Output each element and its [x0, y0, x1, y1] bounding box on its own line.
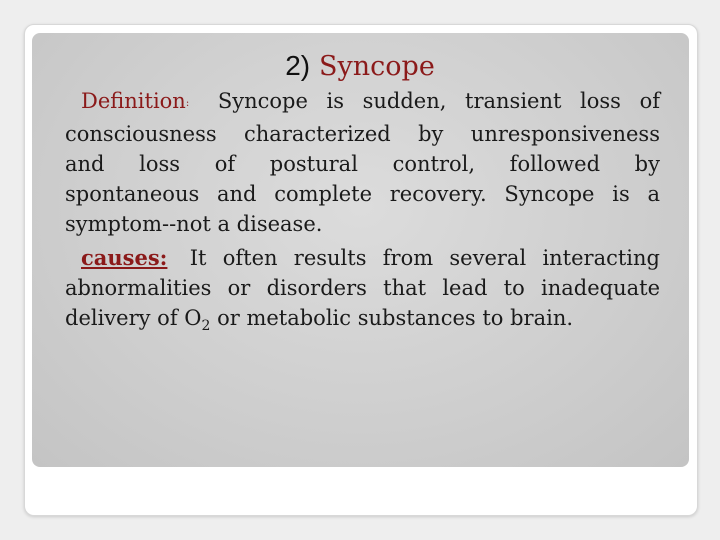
definition-line-1	[65, 86, 660, 119]
definition-text-1: Syncope is sudden, transient loss of	[217, 89, 660, 113]
body-text	[65, 86, 660, 341]
definition-line-5: symptom--not a disease.	[65, 212, 323, 236]
causes-term: causes:	[81, 245, 168, 270]
slide-title	[0, 48, 720, 85]
causes-line-1	[65, 243, 660, 273]
causes-text-1: It often results from several interacting	[189, 246, 660, 270]
definition-separator: :	[185, 98, 190, 109]
definition-term: Definition	[81, 89, 186, 113]
subscript-2: 2	[201, 318, 211, 334]
title-word: Syncope	[319, 51, 435, 82]
definition-line-4: spontaneous and complete recovery. Syncope is a	[65, 182, 660, 206]
causes-line-3	[65, 303, 660, 341]
definition-line-3: and loss of postural control, followed by	[65, 152, 660, 176]
definition-line-2: consciousness characterized by unresponsiveness	[65, 122, 660, 146]
causes-text-3a: delivery of O	[65, 306, 202, 330]
title-number: 2)	[285, 50, 311, 81]
causes-line-2: abnormalities or disorders that lead to inadequate	[65, 276, 660, 300]
causes-text-3b: or metabolic substances to brain.	[210, 306, 574, 330]
